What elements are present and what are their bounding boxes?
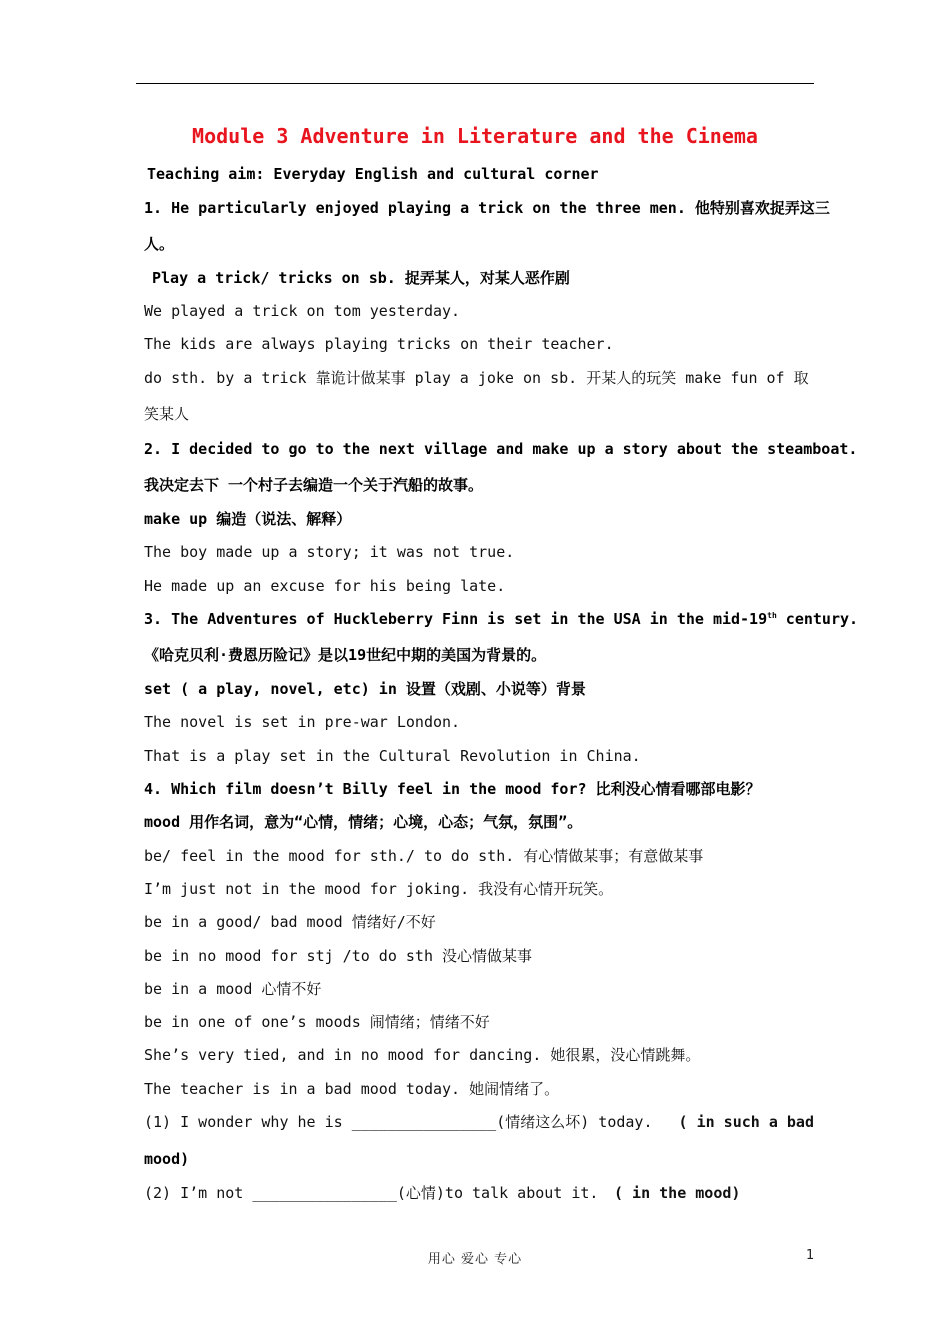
section-3-phrase: set ( a play, novel, etc) in 设置（戏剧、小说等）背景: [144, 680, 586, 698]
exercise-1: [144, 1112, 824, 1132]
section-3-heading: [144, 609, 859, 629]
section-2-translation: 我决定去下 一个村子去编造一个关于汽船的故事。: [144, 476, 484, 494]
section-3-example-2: That is a play set in the Cultural Revolution in China.: [144, 747, 641, 765]
document-title: Module 3 Adventure in Literature and the Cinema: [192, 124, 758, 148]
section-2-example-1: The boy made up a story; it was not true.: [144, 543, 515, 561]
section-4-example-7: She’s very tied, and in no mood for dancing. 她很累，没心情跳舞。: [144, 1046, 701, 1064]
teaching-aim: Teaching aim: Everyday English and cultural corner: [147, 165, 599, 183]
section-4-example-5: be in a mood 心情不好: [144, 980, 322, 998]
section-3-example-1: The novel is set in pre-war London.: [144, 713, 461, 731]
section-2-example-2: He made up an excuse for his being late.: [144, 577, 506, 595]
section-4-definition: mood 用作名词，意为“心情，情绪；心境，心态；气氛，氛围”。: [144, 813, 583, 831]
exercise-2: [144, 1183, 824, 1203]
section-1-phrase: Play a trick/ tricks on sb. 捉弄某人，对某人恶作剧: [152, 269, 570, 287]
section-4-heading: 4. Which film doesn’t Billy feel in the mood for? 比利没心情看哪部电影？: [144, 780, 761, 798]
exercise-1-text: (1) I wonder why he is ________________(情绪这么坏) today.: [144, 1113, 653, 1131]
exercise-1-answer-cont: mood): [144, 1150, 190, 1168]
section-4-example-1: be/ feel in the mood for sth./ to do sth. 有心情做某事；有意做某事: [144, 847, 704, 865]
section-1-heading: 1. He particularly enjoyed playing a trick on the three men. 他特别喜欢捉弄这三: [144, 199, 830, 217]
section-3-heading-main: 3. The Adventures of Huckleberry Finn is set in the USA in the mid-19: [144, 610, 768, 628]
exercise-2-text: (2) I’m not ________________(心情)to talk about it.: [144, 1184, 599, 1202]
section-3-translation: 《哈克贝利·费恩历险记》是以19世纪中期的美国为背景的。: [144, 646, 547, 664]
section-4-example-3: be in a good/ bad mood 情绪好/不好: [144, 913, 436, 931]
exercise-1-answer: ( in such a bad: [678, 1113, 814, 1131]
section-2-phrase: make up 编造（说法、解释）: [144, 510, 352, 528]
section-3-heading-end: century.: [776, 610, 859, 628]
exercise-2-answer: ( in the mood): [614, 1184, 741, 1202]
section-1-example-3: do sth. by a trick 靠诡计做某事 play a joke on sb. 开某人的玩笑 make fun of 取: [144, 369, 809, 387]
section-1-example-2: The kids are always playing tricks on their teacher.: [144, 335, 614, 353]
section-2-heading: 2. I decided to go to the next village and make up a story about the steamboat.: [144, 440, 858, 458]
section-4-example-4: be in no mood for stj /to do sth 没心情做某事: [144, 947, 533, 965]
header-rule: [136, 83, 814, 84]
section-3-heading-sup: th: [767, 611, 777, 620]
section-1-example-3-cont: 笑某人: [144, 405, 190, 423]
section-4-example-6: be in one of one’s moods 闹情绪；情绪不好: [144, 1013, 490, 1031]
section-4-example-8: The teacher is in a bad mood today. 她闹情绪了。: [144, 1080, 560, 1098]
section-1-example-1: We played a trick on tom yesterday.: [144, 302, 461, 320]
section-4-example-2: I’m just not in the mood for joking. 我没有心情开玩笑。: [144, 880, 614, 898]
page-number: 1: [806, 1248, 815, 1263]
section-1-heading-cont: 人。: [144, 235, 175, 253]
footer-motto: 用心 爱心 专心: [427, 1252, 523, 1267]
